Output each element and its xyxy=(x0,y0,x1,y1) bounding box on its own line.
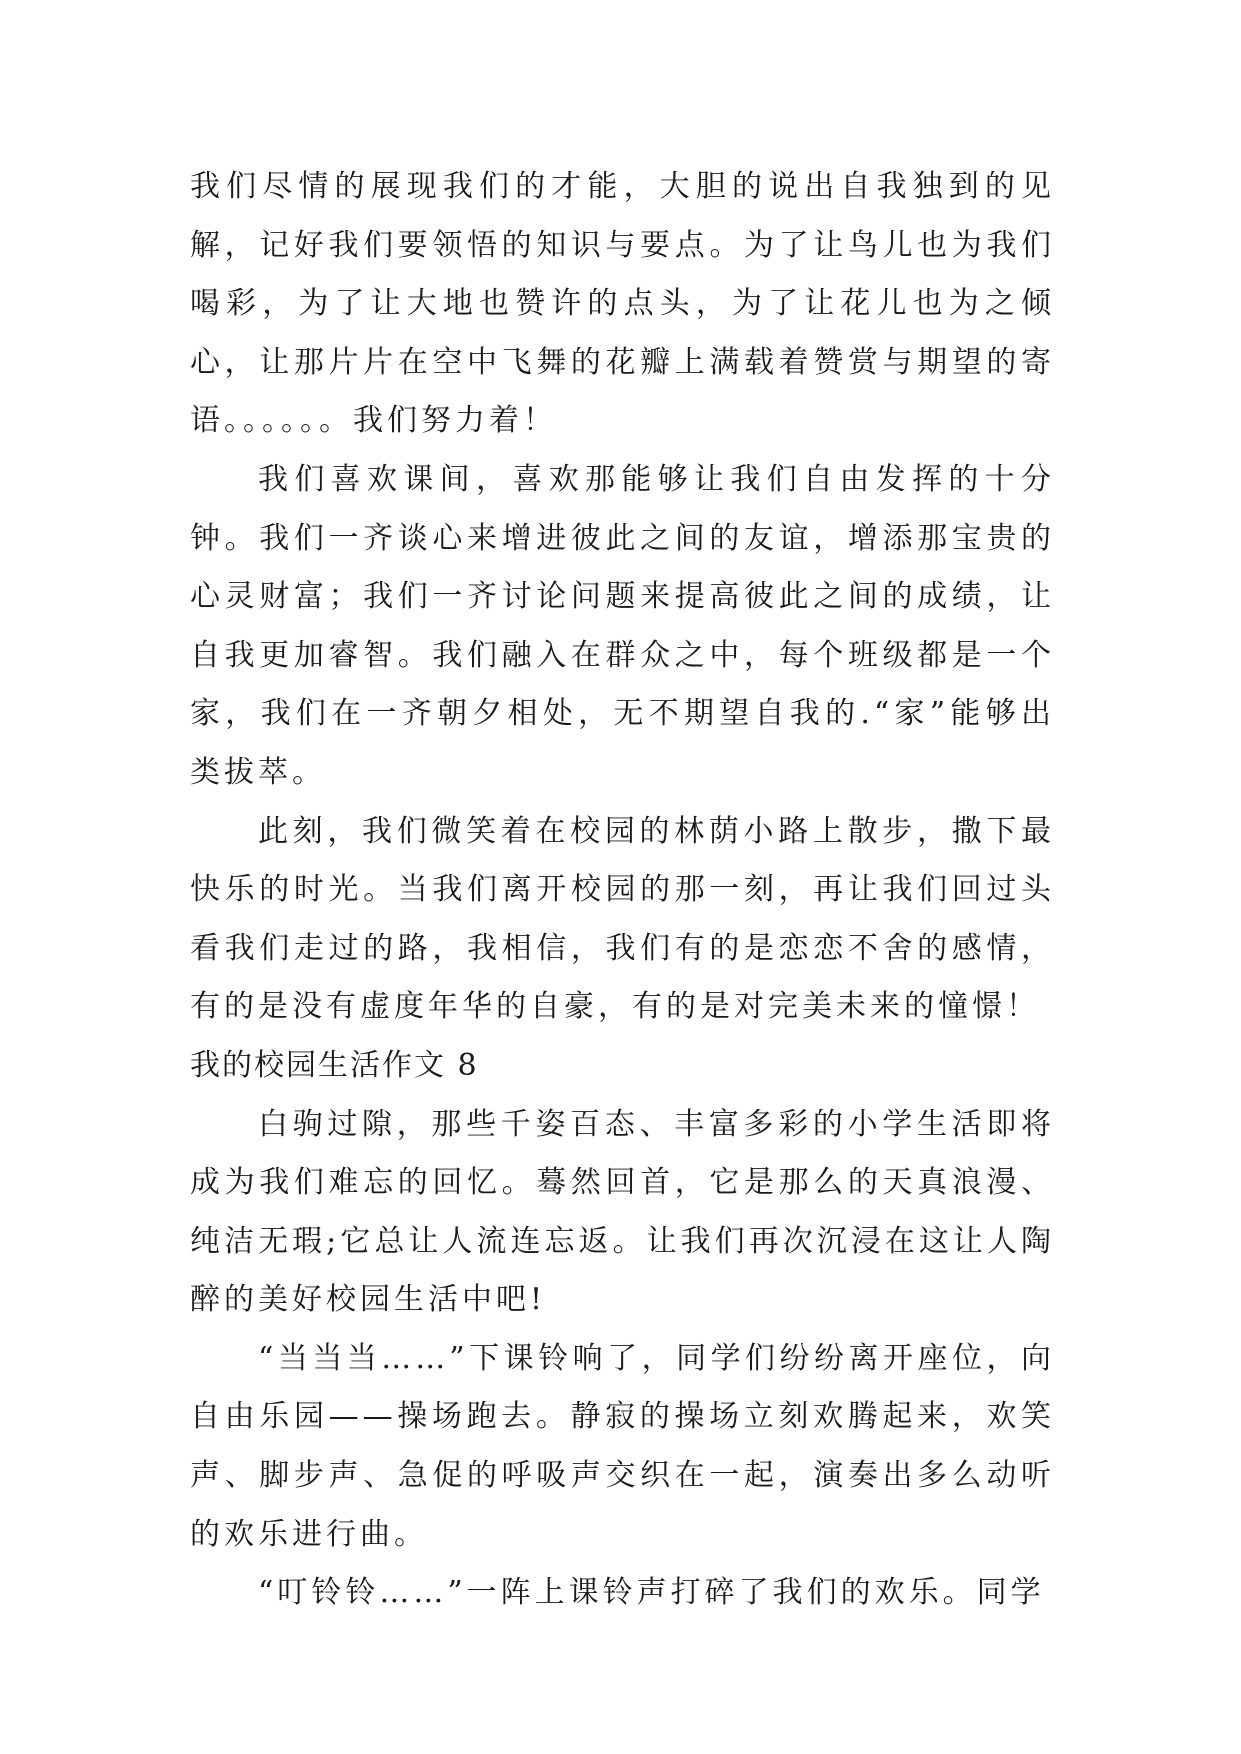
paragraph-5: “当当当……”下课铃响了，同学们纷纷离开座位，向自由乐园——操场跑去。静寂的操场立刻欢腾起来，欢笑声、脚步声、急促的呼吸声交织在一起，演奏出多么动听的欢乐进行曲。 xyxy=(190,1340,1055,1552)
paragraph-1: 我们尽情的展现我们的才能，大胆的说出自我独到的见解，记好我们要领悟的知识与要点。为了让鸟儿也为我们喝彩，为了让大地也赞许的点头，为了让花儿也为之倾心，让那片片在空中飞舞的花瓣上满载着赞赏与期望的寄语。。。。。。我们努力着！ xyxy=(190,169,1055,439)
paragraph-2: 我们喜欢课间，喜欢那能够让我们自由发挥的十分钟。我们一齐谈心来增进彼此之间的友谊，增添那宝贵的心灵财富；我们一齐讨论问题来提高彼此之间的成绩，让自我更加睿智。我们融入在群众之中，每个班级都是一个家，我们在一齐朝夕相处，无不期望自我的.“家”能够出类拔萃。 xyxy=(190,461,1055,790)
paragraph-6: “叮铃铃……”一阵上课铃声打碎了我们的欢乐。同学 xyxy=(258,1575,1045,1611)
document-body xyxy=(190,158,1055,1623)
paragraph-3: 此刻，我们微笑着在校园的林荫小路上散步，撒下最快乐的时光。当我们离开校园的那一刻，再让我们回过头看我们走过的路，我相信，我们有的是恋恋不舍的感情，有的是没有虚度年华的自豪，有的是对完美未来的憧憬！ xyxy=(190,813,1055,1025)
section-heading: 我的校园生活作文 8 xyxy=(190,1047,479,1083)
paragraph-4: 白驹过隙，那些千姿百态、丰富多彩的小学生活即将成为我们难忘的回忆。蓦然回首，它是那么的天真浪漫、纯洁无瑕;它总让人流连忘返。让我们再次沉浸在这让人陶醉的美好校园生活中吧! xyxy=(190,1106,1055,1318)
